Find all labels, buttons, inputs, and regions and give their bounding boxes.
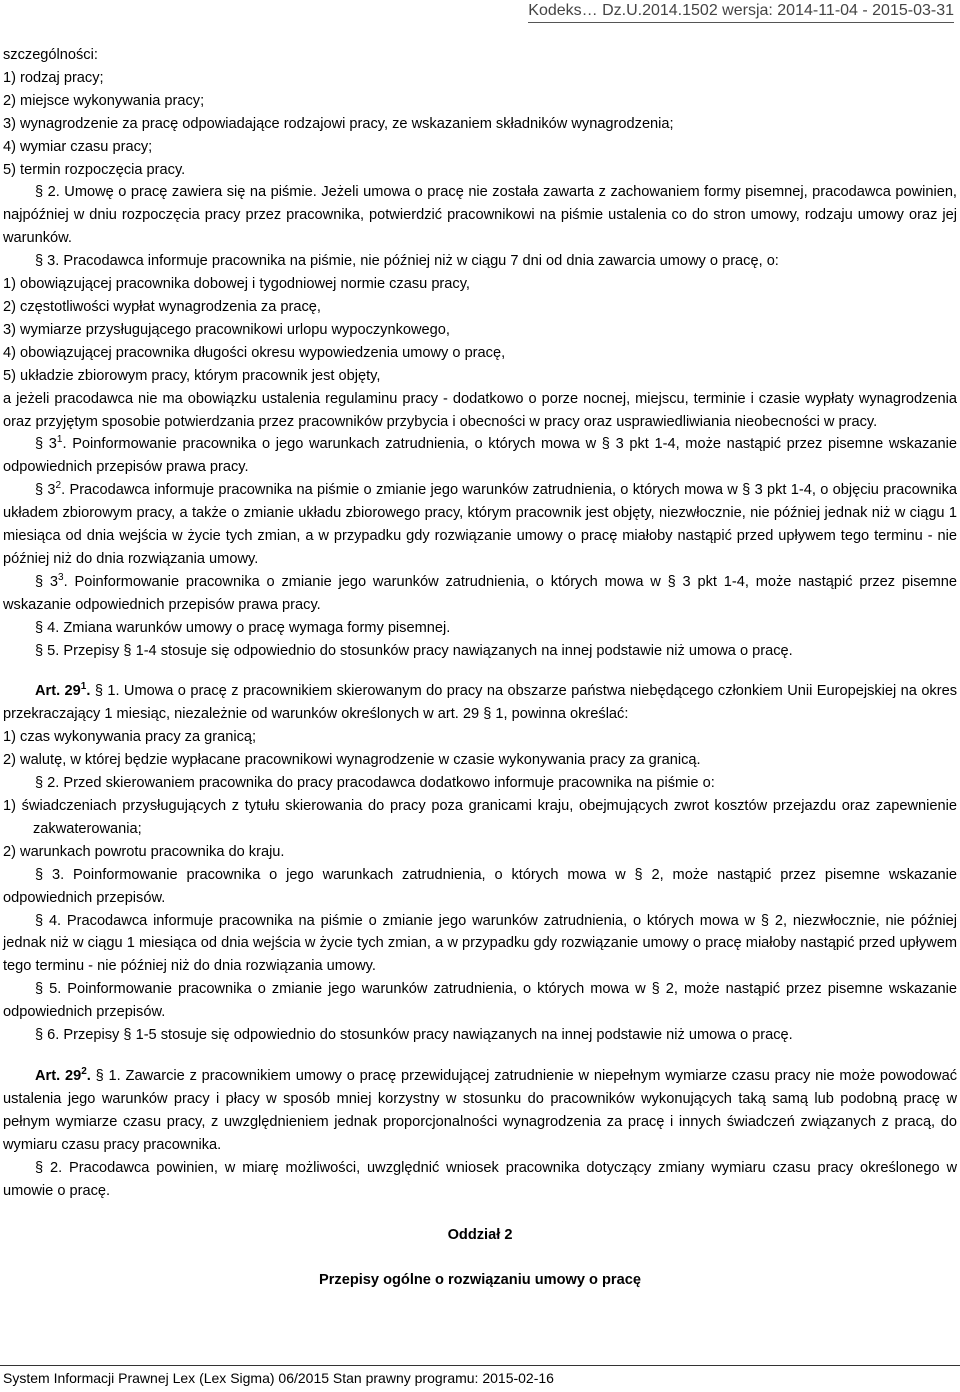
paragraph-text: § 1. Umowa o pracę z pracownikiem skierowanym do pracy na obszarze państwa niebędącego członkiem Unii Europejskiej na okres przekraczający 1 miesiąc, niezależnie od warunków określonych w art. 29 § 1, powinna określać: [3,683,958,723]
division-title: Oddział 2 [447,1227,513,1244]
article-29-1-s5: § 5. Poinformowanie pracownika o zmianie jego warunków zatrudnienia, o których mowa w § 2, może nastąpić przez pisemne wskazanie odpowiednich przepisów. [3,981,957,1021]
section-number: § 3 [35,436,57,453]
superscript: 1 [56,434,63,446]
list-item: 1) obowiązującej pracownika dobowej i tygodniowej normie czasu pracy, [3,276,470,293]
list-item: 1) świadczeniach przysługujących z tytułu skierowania do pracy poza granicami kraju, obejmujących zwrot kosztów przejazdu oraz zapewnienie zakwaterowania; [3,798,957,837]
list-item: 1) rodzaj pracy; [3,69,104,86]
article-29-1-s4: § 4. Pracodawca informuje pracownika na piśmie o zmianie jego warunków zatrudnienia, o których mowa w § 2, niezwłocznie, nie później jednak niż w ciągu 1 miesiąca od dnia wejścia w życie tych zmian, a w przypadku gdy rozwiązanie umowy o pracę miałoby nastąpić przed upływem tego terminu - nie później niż do dnia rozwiązania umowy. [3,912,957,975]
article-dot: . [86,1067,91,1084]
list-item: 5) układzie zbiorowym pracy, którym pracownik jest objęty, [3,367,381,384]
paragraph-s3-2 [3,479,957,571]
article-label: Art. 29 [35,1067,82,1084]
division-subtitle: Przepisy ogólne o rozwiązaniu umowy o pracę [319,1272,641,1289]
superscript: 1 [80,681,87,693]
superscript: 2 [55,480,62,492]
document-body [3,44,957,1292]
document-footer: System Informacji Prawnej Lex (Lex Sigma) 06/2015 Stan prawny programu: 2015-02-16 [0,1365,960,1392]
paragraph-s2: § 2. Umowę o pracę zawiera się na piśmie. Jeżeli umowa o pracę nie została zawarta z zachowaniem formy pisemnej, pracodawca powinien, najpóźniej w dniu rozpoczęcia pracy przez pracownika, potwierdzić pracownikowi na piśmie ustalenia co do stron umowy, rodzaju umowy oraz jej warunków. [3,184,957,247]
superscript: 3 [58,571,64,583]
list-item: 4) wymiar czasu pracy; [3,138,153,155]
article-29-1-s6: § 6. Przepisy § 1-5 stosuje się odpowiednio do stosunków pracy nawiązanych na innej podstawie niż umowa o pracę. [35,1027,793,1044]
article-29-2-s2: § 2. Pracodawca powinien, w miarę możliwości, uwzględnić wniosek pracownika dotyczący zmiany wymiaru czasu pracy określonego w umowie o pracę. [3,1159,957,1199]
article-29-1-s2: § 2. Przed skierowaniem pracownika do pracy pracodawca dodatkowo informuje pracownika na piśmie o: [35,775,715,792]
section-number: § 3 [35,573,59,590]
spacer [3,1047,957,1065]
spacer [3,662,957,680]
list-item: 3) wymiarze przysługującego pracownikowi urlopu wypoczynkowego, [3,321,450,338]
list-item: 4) obowiązującej pracownika długości okresu wypowiedzenia umowy o pracę, [3,344,506,361]
paragraph-text: . Poinformowanie pracownika o jego warunkach zatrudnienia, o których mowa w § 3 pkt 1-4, może nastąpić przez pisemne wskazanie odpowiednich przepisów prawa pracy. [3,436,957,476]
list-item: 2) miejsce wykonywania pracy; [3,92,205,109]
article-29-2-s1 [3,1065,957,1157]
article-29-1-s1 [3,680,957,726]
paragraph-intro: szczególności: [3,47,98,63]
list-item: 2) częstotliwości wypłat wynagrodzenia za pracę, [3,298,321,315]
paragraph-s3-1 [3,433,957,479]
paragraph-s5: § 5. Przepisy § 1-4 stosuje się odpowiednio do stosunków pracy nawiązanych na innej podstawie niż umowa o pracę. [35,642,793,659]
list-item: 2) walutę, w której będzie wypłacane pracownikowi wynagrodzenie w czasie wykonywania pracy za granicą. [3,752,701,769]
list-item: 2) warunkach powrotu pracownika do kraju. [3,843,285,860]
list-item: 3) wynagrodzenie za pracę odpowiadające rodzajowi pracy, ze wskazaniem składników wynagrodzenia; [3,115,674,132]
paragraph-text: . Poinformowanie pracownika o zmianie jego warunków zatrudnienia, o których mowa w § 3 pkt 1-4, może nastąpić przez pisemne wskazanie odpowiednich przepisów prawa pracy. [3,573,958,613]
paragraph-s3: § 3. Pracodawca informuje pracownika na piśmie, nie później niż w ciągu 7 dni od dnia zawarcia umowy o pracę, o: [35,253,779,270]
article-number [35,683,90,699]
paragraph-s3-3 [3,571,957,617]
paragraph-text: . Pracodawca informuje pracownika na piśmie o zmianie jego warunków zatrudnienia, o których mowa w § 3 pkt 1-4, o objęciu pracownika układem zbiorowym pracy, a także o zmianie układu zbiorowego pracy, którym pracownik jest objęty, niezwłocznie, nie później jednak niż w ciągu 1 miesiąca od dnia wejścia w życie tych zmian, a w przypadku gdy rozwiązanie umowy o pracę miałoby nastąpić przed upływem tego terminu - nie później niż do dnia rozwiązania umowy. [3,482,957,567]
list-item: 5) termin rozpoczęcia pracy. [3,161,186,178]
article-dot: . [86,683,91,700]
document-header: Kodeks… Dz.U.2014.1502 wersja: 2014-11-04 - 2015-03-31 [528,2,954,23]
section-number: § 3 [35,482,56,499]
list-item: 1) czas wykonywania pracy za granicą; [3,729,257,746]
superscript: 2 [81,1066,87,1078]
paragraph-s4: § 4. Zmiana warunków umowy o pracę wymaga formy pisemnej. [35,619,451,636]
paragraph-text: § 1. Zawarcie z pracownikiem umowy o pracę przewidującej zatrudnienie w niepełnym wymiarze czasu pracy nie może powodować ustalenia jego warunków pracy i płacy w sposób mniej korzystny w stosunku do pracowników wykonujących taką samą lub podobną pracę w pełnym wymiarze czasu pracy, z uwzględnieniem jednak proporcjonalności wynagrodzenia za pracę i innych świadczeń związanych z pracą, do wymiaru czasu pracy pracownika. [3,1067,957,1153]
paragraph-s3-tail: a jeżeli pracodawca nie ma obowiązku ustalenia regulaminu pracy - dodatkowo o porze nocnej, miejscu, terminie i czasie wypłaty wynagrodzenia oraz przyjętym sposobie potwierdzania przez pracowników przybycia i obecności w pracy oraz usprawiedliwiania nieobecności w pracy. [3,390,957,430]
article-label: Art. 29 [35,683,81,700]
article-number [35,1068,91,1084]
article-29-1-s3: § 3. Poinformowanie pracownika o jego warunkach zatrudnienia, o których mowa w § 2, może nastąpić przez pisemne wskazanie odpowiednich przepisów. [3,866,957,906]
